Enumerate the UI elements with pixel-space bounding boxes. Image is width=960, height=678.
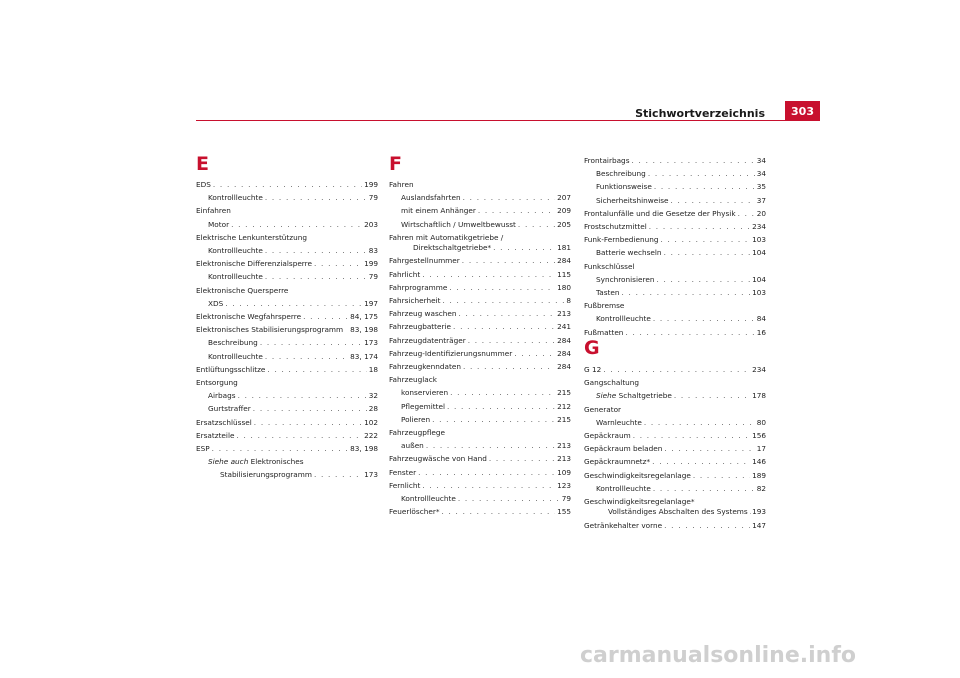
index-entry (584, 209, 766, 218)
index-entry-term: Kontrollleuchte (208, 246, 263, 255)
index-entry (584, 471, 766, 480)
index-entry-page: 147 (752, 520, 766, 530)
index-entry-page: 115 (557, 269, 571, 279)
index-entry-term: Kontrollleuchte (208, 272, 263, 282)
index-entry-page: 199 (364, 259, 378, 269)
dot-leader (453, 322, 555, 331)
index-entry (196, 431, 378, 440)
index-entry (584, 288, 766, 297)
dot-leader (422, 481, 555, 490)
dot-leader (314, 470, 362, 479)
index-entry: Fußbremse (584, 301, 625, 311)
dot-leader (654, 182, 755, 191)
index-entry (584, 222, 766, 231)
dot-leader (478, 206, 555, 215)
index-entry (584, 156, 766, 165)
index-entry-term: Getränkehalter vorne (584, 520, 663, 530)
index-entry-term: Warnleuchte (596, 417, 642, 427)
index-entry (196, 404, 378, 413)
index-entry-term: Beschreibung (208, 338, 258, 348)
index-entry: Fahren (389, 180, 414, 189)
index-entry (584, 507, 766, 516)
dot-leader (652, 457, 750, 466)
index-letter-heading: G (584, 337, 600, 359)
index-entry-term: Sicherheitshinweise (596, 195, 669, 205)
index-entry (584, 314, 766, 323)
index-entry-page: 146 (752, 457, 766, 467)
index-entry-term: Batterie wechseln (596, 248, 662, 258)
index-entry-page: 28 (368, 404, 378, 414)
index-entry-page: 189 (752, 470, 766, 480)
dot-leader (656, 275, 750, 284)
index-entry-page: 181 (557, 243, 571, 253)
index-entry (389, 441, 571, 450)
index-entry (389, 283, 571, 292)
index-entry-term: Ersatzteile (196, 430, 235, 440)
dot-leader (738, 209, 755, 218)
index-entry: Funkschlüssel (584, 261, 635, 271)
index-entry-page: 234 (752, 222, 766, 231)
dot-leader (449, 283, 555, 292)
dot-leader (212, 444, 348, 453)
index-entry-page: 16 (756, 327, 766, 337)
index-entry-page: 83, 198 (350, 444, 378, 453)
index-entry-page: 209 (557, 206, 571, 216)
index-entry (584, 182, 766, 191)
index-entry (196, 391, 378, 400)
index-entry: Entsorgung (196, 378, 238, 387)
index-entry-term: Beschreibung (596, 169, 646, 179)
index-entry-page: 180 (557, 282, 571, 292)
index-entry (196, 325, 378, 334)
index-entry-term: Fenster (389, 467, 417, 477)
index-entry (584, 391, 766, 400)
index-entry-term: Fahrsicherheit (389, 296, 441, 305)
index-entry-term: EDS (196, 180, 211, 189)
index-entry (196, 193, 378, 202)
index-entry-page: 37 (756, 195, 766, 205)
index-entry (389, 415, 571, 424)
index-entry-page: 79 (561, 494, 571, 503)
index-entry-term: Fußmatten (584, 327, 624, 337)
index-entry-term: Entlüftungsschlitze (196, 364, 266, 374)
index-entry-term: Fahrlicht (389, 269, 421, 279)
index-entry (196, 246, 378, 255)
index-entry (584, 365, 766, 374)
index-entry (389, 270, 571, 279)
index-entry: Fahren mit Automatikgetriebe / (389, 232, 504, 242)
index-letter-heading: F (389, 153, 402, 175)
index-entry-page: 241 (557, 322, 571, 332)
index-entry-term: Fahrgestellnummer (389, 256, 460, 266)
index-entry-term: Pflegemittel (401, 401, 445, 411)
index-entry-page: 284 (557, 362, 571, 371)
index-entry (196, 272, 378, 281)
dot-leader (644, 418, 755, 427)
index-entry-page: 84, 175 (350, 312, 378, 321)
index-entry (389, 454, 571, 463)
dot-leader (664, 521, 750, 530)
dot-leader (625, 328, 754, 337)
dot-leader (653, 314, 755, 323)
index-entry (196, 299, 378, 308)
dot-leader (648, 169, 755, 178)
dot-leader (463, 193, 555, 202)
index-entry: Elektronische Quersperre (196, 285, 289, 295)
index-entry-term: G 12 (584, 365, 602, 374)
index-entry-term: Elektronisches Stabilisierungsprogramm (196, 325, 344, 335)
index-entry-term: Kontrollleuchte (596, 483, 651, 493)
index-entry-page: 83, 174 (350, 351, 378, 361)
dot-leader (693, 471, 750, 480)
index-entry-page: 284 (557, 256, 571, 266)
index-entry (389, 349, 571, 358)
index-entry-page: 18 (368, 364, 378, 374)
index-entry-page: 34 (756, 169, 766, 179)
index-entry-page: 156 (752, 431, 766, 440)
index-entry: Elektrische Lenkunterstützung (196, 232, 307, 242)
index-entry (389, 193, 571, 202)
index-entry-term: Fahrzeugkenndaten (389, 362, 461, 371)
index-entry-page: 32 (368, 391, 378, 401)
index-entry-page: 222 (364, 430, 378, 440)
watermark-text: carmanualsonline.info (580, 643, 856, 668)
index-entry-term: Fernlicht (389, 480, 421, 490)
index-entry-term: Funktionsweise (596, 182, 652, 192)
index-entry-page: 215 (557, 388, 571, 398)
index-entry-term: Fahrprogramme (389, 282, 448, 292)
index-entry-term: Frontairbags (584, 156, 630, 165)
index-entry (389, 507, 571, 516)
index-entry: Geschwindigkeitsregelanlage* (584, 497, 695, 506)
index-entry-term: Ersatzschlüssel (196, 417, 252, 427)
index-entry: Siehe auch Elektronisches (208, 457, 304, 467)
index-letter-heading: E (196, 153, 209, 175)
index-entry-term: Kontrollleuchte (208, 351, 263, 361)
dot-leader (418, 468, 555, 477)
index-entry-term: konservieren (401, 388, 449, 398)
index-entry (389, 362, 571, 371)
dot-leader (267, 365, 366, 374)
index-entry (584, 328, 766, 337)
dot-leader (489, 454, 555, 463)
dot-leader (671, 196, 755, 205)
dot-leader (632, 156, 755, 165)
dot-leader (432, 415, 555, 424)
index-entry (584, 248, 766, 257)
index-entry-page: 205 (557, 219, 571, 229)
index-entry (389, 220, 571, 229)
index-entry-term: Auslandsfahrten (401, 193, 461, 203)
index-entry-term: Kontrollleuchte (596, 314, 651, 324)
index-entry (389, 468, 571, 477)
dot-leader (664, 248, 751, 257)
dot-leader (441, 507, 555, 516)
index-entry-page: 123 (557, 480, 571, 490)
dot-leader (236, 431, 362, 440)
index-entry (389, 336, 571, 345)
index-entry-term: Gepäckraum beladen (584, 444, 663, 454)
index-entry (389, 494, 571, 503)
dot-leader (422, 270, 555, 279)
index-entry: Fahrzeuglack (389, 375, 437, 385)
index-entry-term: Airbags (208, 391, 236, 401)
index-entry (389, 481, 571, 490)
index-entry-page: 215 (557, 414, 571, 424)
index-entry-page: 213 (557, 309, 571, 319)
index-entry-page: 102 (364, 417, 378, 427)
dot-leader (493, 243, 555, 252)
index-entry (196, 312, 378, 321)
index-entry-term: Elektronische Differenzialsperre (196, 259, 313, 269)
dot-leader (265, 272, 367, 281)
index-entry-term: Direktschaltgetriebe* (413, 243, 492, 253)
running-header-title: Stichwortverzeichnis (635, 107, 765, 120)
index-entry (196, 365, 378, 374)
index-entry-term: Fahrzeug waschen (389, 309, 457, 319)
dot-leader (459, 309, 556, 318)
index-entry (584, 235, 766, 244)
index-entry (389, 402, 571, 411)
index-entry-page: 8 (566, 296, 571, 305)
dot-leader (514, 349, 555, 358)
index-entry-term: Wirtschaftlich / Umweltbewusst (401, 219, 516, 229)
dot-leader (231, 220, 362, 229)
index-entry-page: 234 (752, 365, 766, 374)
index-entry-page: 199 (364, 180, 378, 189)
dot-leader (603, 365, 750, 374)
index-entry-term: Fahrzeug-Identifizierungsnummer (389, 348, 513, 358)
index-entry-page: 80 (756, 417, 766, 427)
index-entry-term: Stabilisierungsprogramm (220, 470, 312, 480)
index-entry-page: 103 (752, 235, 766, 245)
index-entry (389, 309, 571, 318)
index-entry-page: 212 (557, 401, 571, 411)
index-entry-page: 104 (752, 248, 766, 258)
index-entry-page: 17 (756, 444, 766, 454)
dot-leader (518, 220, 555, 229)
index-entry-term: Geschwindigkeitsregelanlage (584, 470, 691, 480)
dot-leader (303, 312, 348, 321)
index-entry (389, 243, 571, 252)
index-entry-page: 82 (756, 483, 766, 493)
index-entry-term: Elektronische Wegfahrsperre (196, 312, 302, 321)
index-entry (584, 418, 766, 427)
index-entry-term: Fahrzeugbatterie (389, 322, 452, 332)
index-entry-page: 103 (752, 288, 766, 297)
dot-leader (260, 338, 362, 347)
index-entry-page: 84 (756, 314, 766, 324)
index-entry-term: Feuerlöscher* (389, 507, 440, 517)
index-entry-page: 213 (557, 441, 571, 451)
index-entry (196, 180, 378, 189)
index-entry-page: 207 (557, 193, 571, 203)
dot-leader (253, 404, 367, 413)
index-entry (584, 275, 766, 284)
index-entry (196, 220, 378, 229)
index-entry-page: 284 (557, 335, 571, 345)
dot-leader (213, 180, 362, 189)
dot-leader (238, 391, 367, 400)
index-entry-page: 197 (364, 298, 378, 308)
index-entry-term: ESP (196, 444, 210, 453)
dot-leader (660, 235, 750, 244)
index-entry-term: Motor (208, 219, 230, 229)
dot-leader (468, 336, 555, 345)
index-entry: Generator (584, 404, 622, 414)
index-entry (584, 457, 766, 466)
index-entry-page: 34 (756, 156, 766, 165)
index-entry-term: Fahrzeugwäsche von Hand (389, 454, 487, 464)
index-entry-page: 173 (364, 338, 378, 348)
index-entry-page: 284 (557, 348, 571, 358)
index-entry (196, 259, 378, 268)
index-entry (196, 470, 378, 479)
index-entry-term: Frostschutzmittel (584, 222, 647, 231)
index-entry-page: 193 (752, 507, 766, 517)
index-entry: Fahrzeugpflege (389, 428, 446, 437)
dot-leader (664, 444, 754, 453)
dot-leader (265, 193, 367, 202)
index-entry-page: 203 (364, 219, 378, 229)
dot-leader (225, 299, 362, 308)
index-entry-page: 213 (557, 454, 571, 464)
index-entry-term: Kontrollleuchte (208, 193, 263, 203)
index-entry-term: Funk-Fernbedienung (584, 235, 659, 245)
index-entry: Einfahren (196, 206, 231, 216)
index-entry-term: außen (401, 441, 424, 451)
index-entry (584, 484, 766, 493)
dot-leader (462, 256, 555, 265)
index-entry-page: 178 (752, 391, 766, 401)
index-entry-term: mit einem Anhänger (401, 206, 476, 216)
index-entry (196, 418, 378, 427)
index-entry (584, 444, 766, 453)
index-entry-page: 83 (368, 246, 378, 255)
index-entry (196, 352, 378, 361)
index-entry (584, 521, 766, 530)
dot-leader (426, 441, 555, 450)
index-entry-page: 109 (557, 467, 571, 477)
index-entry (389, 388, 571, 397)
dot-leader (649, 222, 750, 231)
index-entry-page: 155 (557, 507, 571, 517)
index-entry-term: Siehe Schaltgetriebe (596, 391, 672, 401)
index-entry (389, 296, 571, 305)
page-number-badge: 303 (785, 101, 820, 121)
index-entry-term: Vollständiges Abschalten des Systems (608, 507, 748, 517)
index-entry-term: Gurtstraffer (208, 404, 251, 414)
index-entry (389, 322, 571, 331)
dot-leader (447, 402, 555, 411)
index-entry-page: 104 (752, 274, 766, 284)
index-entry-page: 79 (368, 193, 378, 203)
dot-leader (633, 431, 750, 440)
index-entry (196, 444, 378, 453)
index-entry-term: Fahrzeugdatenträger (389, 335, 466, 345)
index-entry (389, 256, 571, 265)
index-entry-term: Synchronisieren (596, 274, 655, 284)
index-entry-term: Gepäckraum (584, 431, 631, 440)
dot-leader (314, 259, 362, 268)
dot-leader (674, 391, 750, 400)
header-rule (196, 120, 820, 121)
index-entry (196, 338, 378, 347)
dot-leader (653, 484, 755, 493)
index-entry-page: 20 (756, 208, 766, 218)
index-entry (584, 169, 766, 178)
index-entry-term: Gepäckraumnetz* (584, 457, 651, 467)
index-entry (584, 431, 766, 440)
index-entry-term: Kontrollleuchte (401, 494, 456, 503)
index-entry (389, 206, 571, 215)
dot-leader (450, 388, 555, 397)
dot-leader (458, 494, 560, 503)
dot-leader (463, 362, 555, 371)
index-entry (584, 196, 766, 205)
index-entry-page: 35 (756, 182, 766, 192)
index-entry-term: Tasten (596, 288, 620, 297)
index-entry-term: Frontalunfälle und die Gesetze der Physik (584, 208, 736, 218)
index-entry-page: 173 (364, 470, 378, 480)
index-entry-page: 79 (368, 272, 378, 282)
dot-leader (622, 288, 751, 297)
dot-leader (265, 352, 348, 361)
dot-leader (442, 296, 564, 305)
dot-leader (265, 246, 367, 255)
index-entry: Gangschaltung (584, 378, 640, 388)
index-entry-term: Polieren (401, 414, 431, 424)
index-entry-page: 83, 198 (350, 325, 378, 335)
dot-leader (254, 418, 362, 427)
index-entry-term: XDS (208, 298, 224, 308)
